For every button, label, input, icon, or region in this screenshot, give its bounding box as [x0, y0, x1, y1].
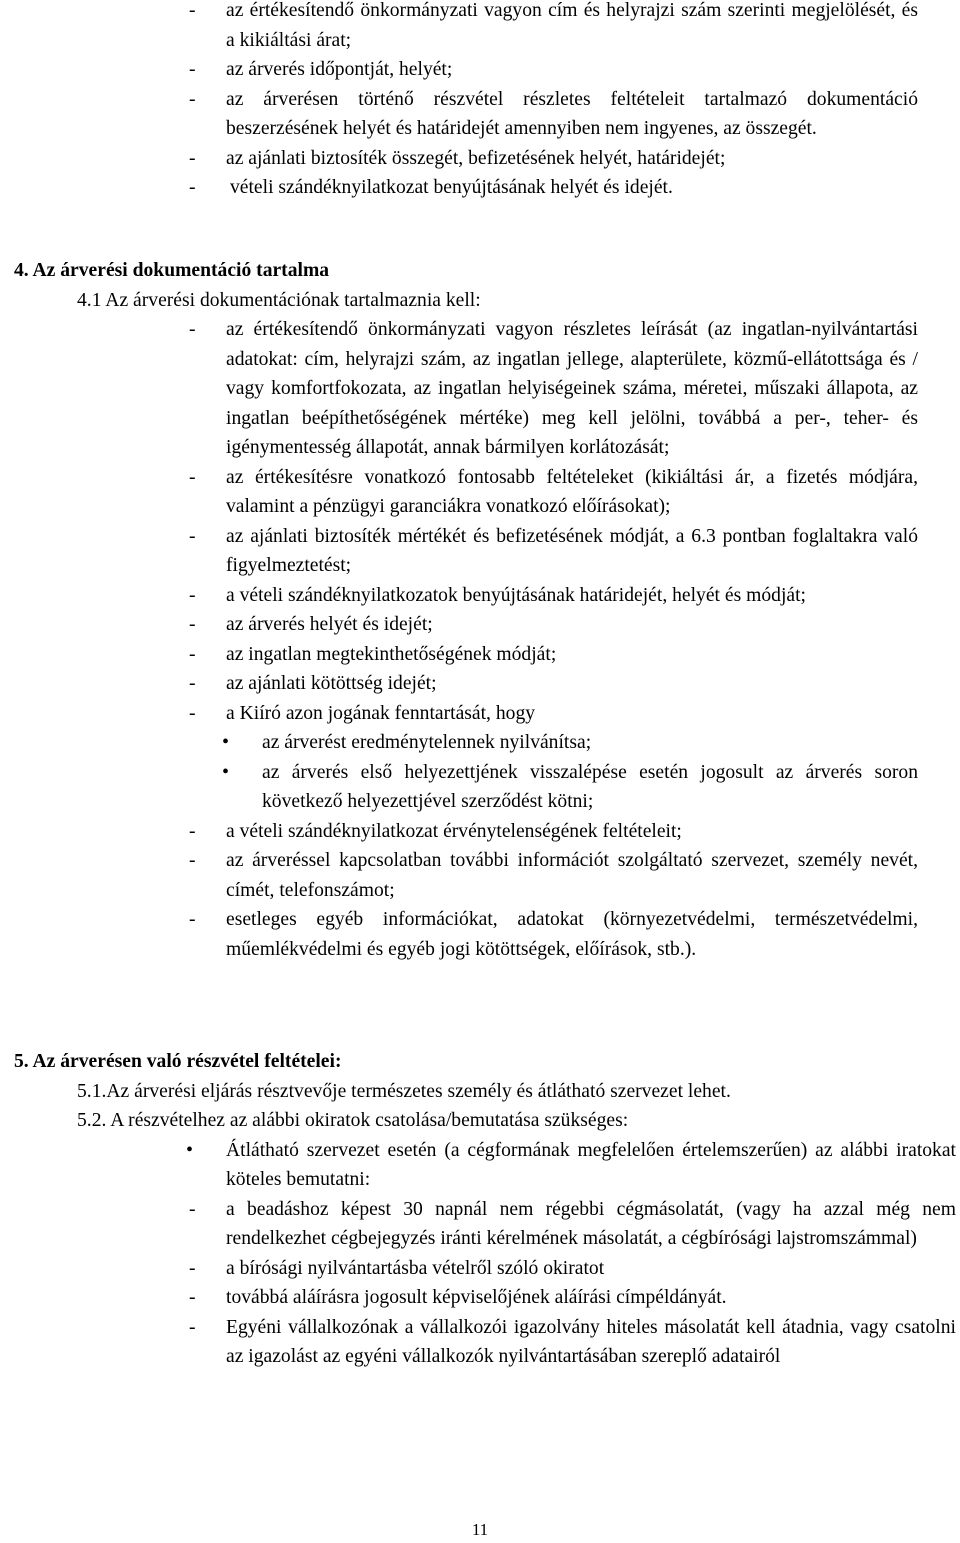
item-text: az árverés első helyezettjének visszalépése esetén jogosult az árverés soron következő helyezettjével szerződést kötni; — [262, 761, 918, 812]
paragraph-5-1: 5.1.Az árverési eljárás résztvevője természetes személy és átlátható szervezet lehet. — [77, 1080, 731, 1102]
bullet-item — [222, 728, 918, 758]
dash-marker: - — [189, 88, 196, 110]
dash-marker: - — [189, 0, 196, 21]
item-text: továbbá aláírásra jogosult képviselőjének aláírási címpéldányát. — [226, 1287, 727, 1308]
dash-marker: - — [189, 319, 196, 340]
bullet-marker: • — [222, 760, 230, 783]
list-item — [189, 173, 918, 203]
item-text: az ajánlati biztosíték összegét, befizetésének helyét, határidejét; — [226, 147, 726, 169]
item-text: az árverés helyét és idejét; — [226, 614, 433, 635]
list-item — [189, 1313, 956, 1372]
item-text: az értékesítésre vonatkozó fontosabb feltételeket (kikiáltási ár, a fizetés módjára, valamint a pénzügyi garanciákra vonatkozó előírásokat); — [226, 466, 918, 517]
bullet-item — [186, 1136, 956, 1195]
item-text: a Kiíró azon jogának fenntartását, hogy — [226, 702, 536, 724]
top-list — [0, 0, 960, 203]
list-item — [189, 522, 918, 581]
dash-marker: - — [189, 673, 196, 694]
dash-marker: - — [189, 466, 196, 488]
item-text: az értékesítendő önkormányzati vagyon cím és helyrajzi szám szerinti megjelölését, és a kikiáltási árat; — [226, 0, 918, 51]
page-number: 11 — [471, 1520, 489, 1539]
item-text: Egyéni vállalkozónak a vállalkozói igazolvány hiteles másolatát kell átadnia, vagy csatolni az igazolást az egyéni vállalkozók nyilvántartásában szereplő adatairól — [226, 1316, 956, 1367]
bullet-marker: • — [222, 731, 230, 753]
dash-marker: - — [189, 177, 196, 198]
item-text: esetleges egyéb információkat, adatokat (környezetvédelmi, természetvédelmi, műemlékvédelmi és egyéb jogi kötöttségek, előírások, stb.). — [226, 909, 918, 960]
item-text: a vételi szándéknyilatkozatok benyújtásának határidejét, helyét és módját; — [226, 584, 806, 606]
dash-marker: - — [189, 614, 196, 635]
list-item — [189, 817, 918, 847]
list-item — [189, 699, 918, 729]
bullet-item — [222, 758, 918, 817]
item-text: az ajánlati kötöttség idejét; — [226, 673, 437, 694]
list-item — [189, 144, 918, 174]
paragraph-5-2: 5.2. A részvételhez az alábbi okiratok csatolása/bemutatása szükséges: — [77, 1110, 629, 1131]
item-text: Átlátható szervezet esetén (a cégformának megfelelően értelemszerűen) az alábbi iratokat köteles bemutatni: — [226, 1139, 956, 1190]
item-text: az ingatlan megtekinthetőségének módját; — [226, 643, 557, 665]
dash-marker: - — [189, 147, 196, 169]
list-item — [189, 1195, 956, 1254]
dash-marker: - — [189, 850, 196, 871]
item-text: az árverés időpontját, helyét; — [226, 59, 453, 80]
item-text: vételi szándéknyilatkozat benyújtásának helyét és idejét. — [230, 177, 673, 198]
list-item — [189, 1254, 956, 1284]
list-item — [189, 0, 918, 55]
list-item — [189, 610, 918, 640]
section-4 — [0, 256, 960, 964]
dash-marker: - — [189, 584, 196, 606]
dash-marker: - — [189, 820, 196, 842]
section-4-heading: 4. Az árverési dokumentáció tartalma — [14, 260, 330, 281]
list-item — [189, 463, 918, 522]
list-item — [189, 669, 918, 699]
list-item — [189, 581, 918, 611]
list-item — [189, 846, 918, 905]
list-item — [189, 1283, 956, 1313]
item-text: a beadáshoz képest 30 napnál nem régebbi cégmásolatát, (vagy ha azzal még nem rendelkezhet cégbejegyzés iránti kérelmének másolatát, a cégbírósági lajstromszámmal) — [226, 1198, 956, 1249]
list-item — [189, 315, 918, 463]
dash-marker: - — [189, 59, 196, 80]
item-text: az árverésen történő részvétel részletes feltételeit tartalmazó dokumentáció beszerzésének helyét és határidejét amennyiben nem ingyenes, az összegét. — [226, 88, 918, 139]
item-text: az értékesítendő önkormányzati vagyon részletes leírását (az ingatlan-nyilvántartási adatokat: cím, helyrajzi szám, az ingatlan jellege, alapterülete, közmű-ellátottsága és / vagy komfortfokozata, az ingatlan helyiségeinek száma, méretei, műszaki állapota, az ingatlan beépíthetőségének mértéke) meg kell jelölni, továbbá a per-, teher- és igénymentesség állapotát, annak bármilyen korlátozását; — [226, 319, 918, 458]
list-item — [189, 640, 918, 670]
dash-marker: - — [189, 643, 196, 665]
dash-marker: - — [189, 525, 196, 547]
list-item — [189, 905, 918, 964]
dash-marker: - — [189, 1316, 196, 1338]
item-text: az árveréssel kapcsolatban további információt szolgáltató szervezet, személy nevét, címét, telefonszámot; — [226, 850, 918, 901]
dash-marker: - — [189, 1198, 196, 1220]
dash-marker: - — [189, 702, 196, 724]
list-item — [189, 55, 918, 85]
dash-marker: - — [189, 1287, 196, 1308]
list-item — [189, 85, 918, 144]
bullet-marker: • — [186, 1138, 194, 1161]
item-text: a vételi szándéknyilatkozat érvénytelenségének feltételeit; — [226, 820, 682, 842]
item-text: a bírósági nyilvántartásba vételről szóló okiratot — [226, 1257, 605, 1279]
item-text: az árverést eredménytelennek nyilvánítsa; — [262, 732, 592, 753]
section-5 — [0, 1047, 960, 1372]
section-5-heading: 5. Az árverésen való részvétel feltételei: — [14, 1051, 342, 1072]
dash-marker: - — [189, 909, 196, 930]
dash-marker: - — [189, 1257, 196, 1279]
item-text: az ajánlati biztosíték mértékét és befizetésének módját, a 6.3 pontban foglaltakra való figyelmeztetést; — [226, 525, 918, 576]
section-4-intro: 4.1 Az árverési dokumentációnak tartalmaznia kell: — [77, 289, 481, 311]
